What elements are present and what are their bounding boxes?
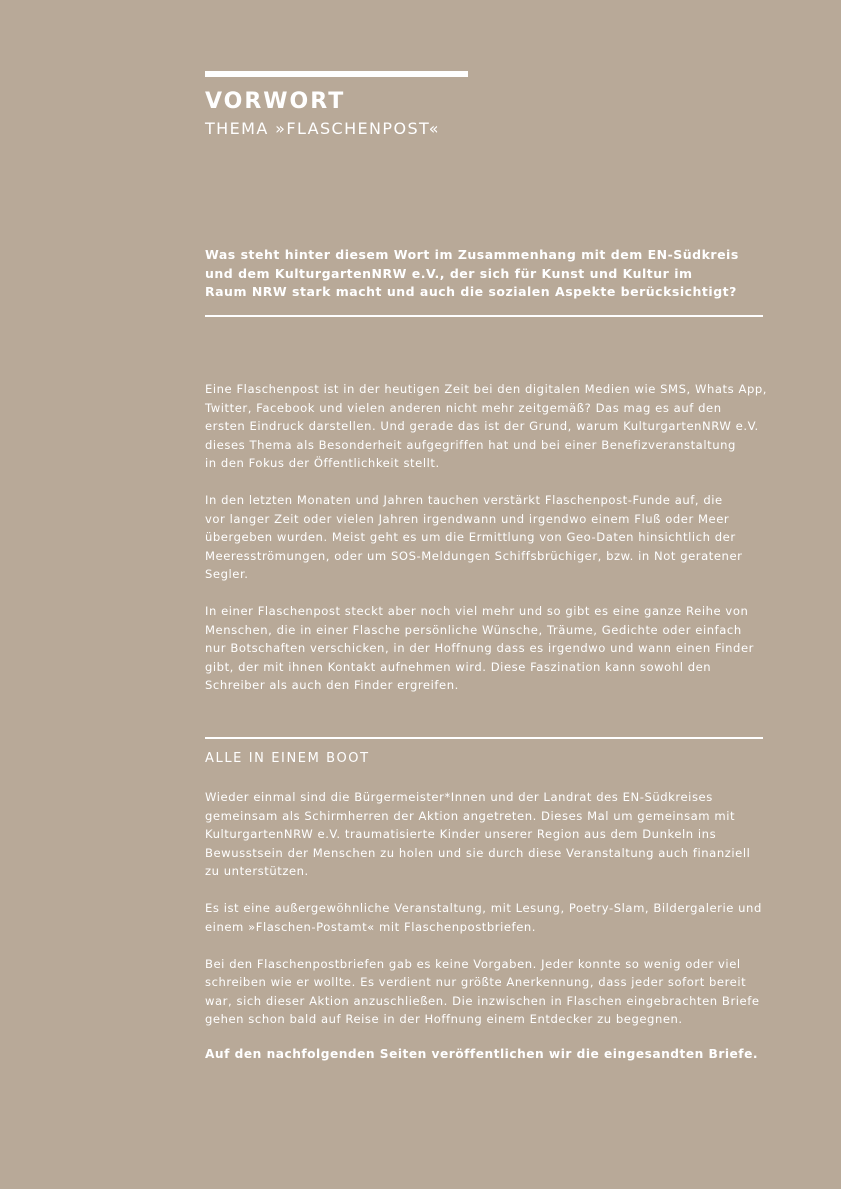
closing-statement: Auf den nachfolgenden Seiten veröffentlichen wir die eingesandten Briefe. [205,1047,758,1061]
text-line: Bewusstsein der Menschen zu holen und sie durch diese Veranstaltung auch finanziell [205,845,751,860]
text-line: In einer Flaschenpost steckt aber noch viel mehr und so gibt es eine ganze Reihe von [205,604,749,618]
section-heading: ALLE IN EINEM BOOT [205,751,370,766]
text-line: Meeresströmungen, oder um SOS-Meldungen Schiffsbrüchiger, bzw. in Not geratener [205,548,743,563]
top-accent-rule [205,71,468,77]
lead-question [205,246,765,302]
divider-rule [205,737,763,739]
text-line: war, sich dieser Aktion anzuschließen. Die inzwischen in Flaschen eingebrachten Briefe [205,993,760,1008]
intro-paragraph [205,380,770,473]
text-line: Menschen, die in einer Flasche persönliche Wünsche, Träume, Gedichte oder einfach [205,622,742,637]
page-title: VORWORT [205,89,346,114]
text-line: zu unterstützen. [205,864,309,878]
page-subtitle: THEMA »FLASCHENPOST« [205,119,440,138]
intro-text [205,380,770,713]
text-line: nur Botschaften verschicken, in der Hoffnung dass es irgendwo und wann einen Finder [205,641,754,655]
lead-line: und dem KulturgartenNRW e.V., der sich für Kunst und Kultur im [205,265,693,281]
section-paragraph [205,788,770,881]
section-paragraph [205,955,770,1029]
section-text [205,788,770,1047]
text-line: gehen schon bald auf Reise in der Hoffnung einem Entdecker zu begegnen. [205,1012,683,1026]
text-line: schreiben wie er wollte. Es verdient nur größte Anerkennung, dass jeder sofort bereit [205,975,747,989]
text-line: Eine Flaschenpost ist in der heutigen Zeit bei den digitalen Medien wie SMS, Whats App, [205,382,768,396]
section-paragraph [205,899,770,936]
text-line: einem »Flaschen-Postamt« mit Flaschenpostbriefen. [205,919,537,934]
text-line: in den Fokus der Öffentlichkeit stellt. [205,456,440,470]
intro-paragraph [205,491,770,584]
text-line: vor langer Zeit oder vielen Jahren irgendwann und irgendwo einem Fluß oder Meer [205,511,730,526]
text-line: KulturgartenNRW e.V. traumatisierte Kinder unserer Region aus dem Dunkeln ins [205,827,717,841]
text-line: In den letzten Monaten und Jahren tauchen verstärkt Flaschenpost-Funde auf, die [205,493,723,507]
text-line: Es ist eine außergewöhnliche Veranstaltung, mit Lesung, Poetry-Slam, Bildergalerie und [205,901,762,915]
text-line: gibt, der mit ihnen Kontakt aufnehmen wird. Diese Faszination kann sowohl den [205,659,712,674]
intro-paragraph [205,602,770,695]
text-line: übergeben wurden. Meist geht es um die Ermittlung von Geo-Daten hinsichtlich der [205,530,736,544]
text-line: gemeinsam als Schirmherren der Aktion angetreten. Dieses Mal um gemeinsam mit [205,808,736,823]
lead-line: Was steht hinter diesem Wort im Zusammenhang mit dem EN-Südkreis [205,247,739,262]
text-line: Twitter, Facebook und vielen anderen nicht mehr zeitgemäß? Das mag es auf den [205,400,722,415]
divider-rule [205,315,763,317]
text-line: dieses Thema als Besonderheit aufgegriffen hat und bei einer Benefizveranstaltung [205,437,736,452]
text-line: Bei den Flaschenpostbriefen gab es keine Vorgaben. Jeder konnte so wenig oder viel [205,956,741,971]
text-line: ersten Eindruck darstellen. Und gerade das ist der Grund, warum KulturgartenNRW e.V. [205,419,759,433]
text-line: Wieder einmal sind die Bürgermeister*Innen und der Landrat des EN-Südkreises [205,790,713,804]
text-line: Schreiber als auch den Finder ergreifen. [205,678,459,692]
text-line: Segler. [205,567,249,581]
lead-line: Raum NRW stark macht und auch die sozialen Aspekte berücksichtigt? [205,284,737,299]
